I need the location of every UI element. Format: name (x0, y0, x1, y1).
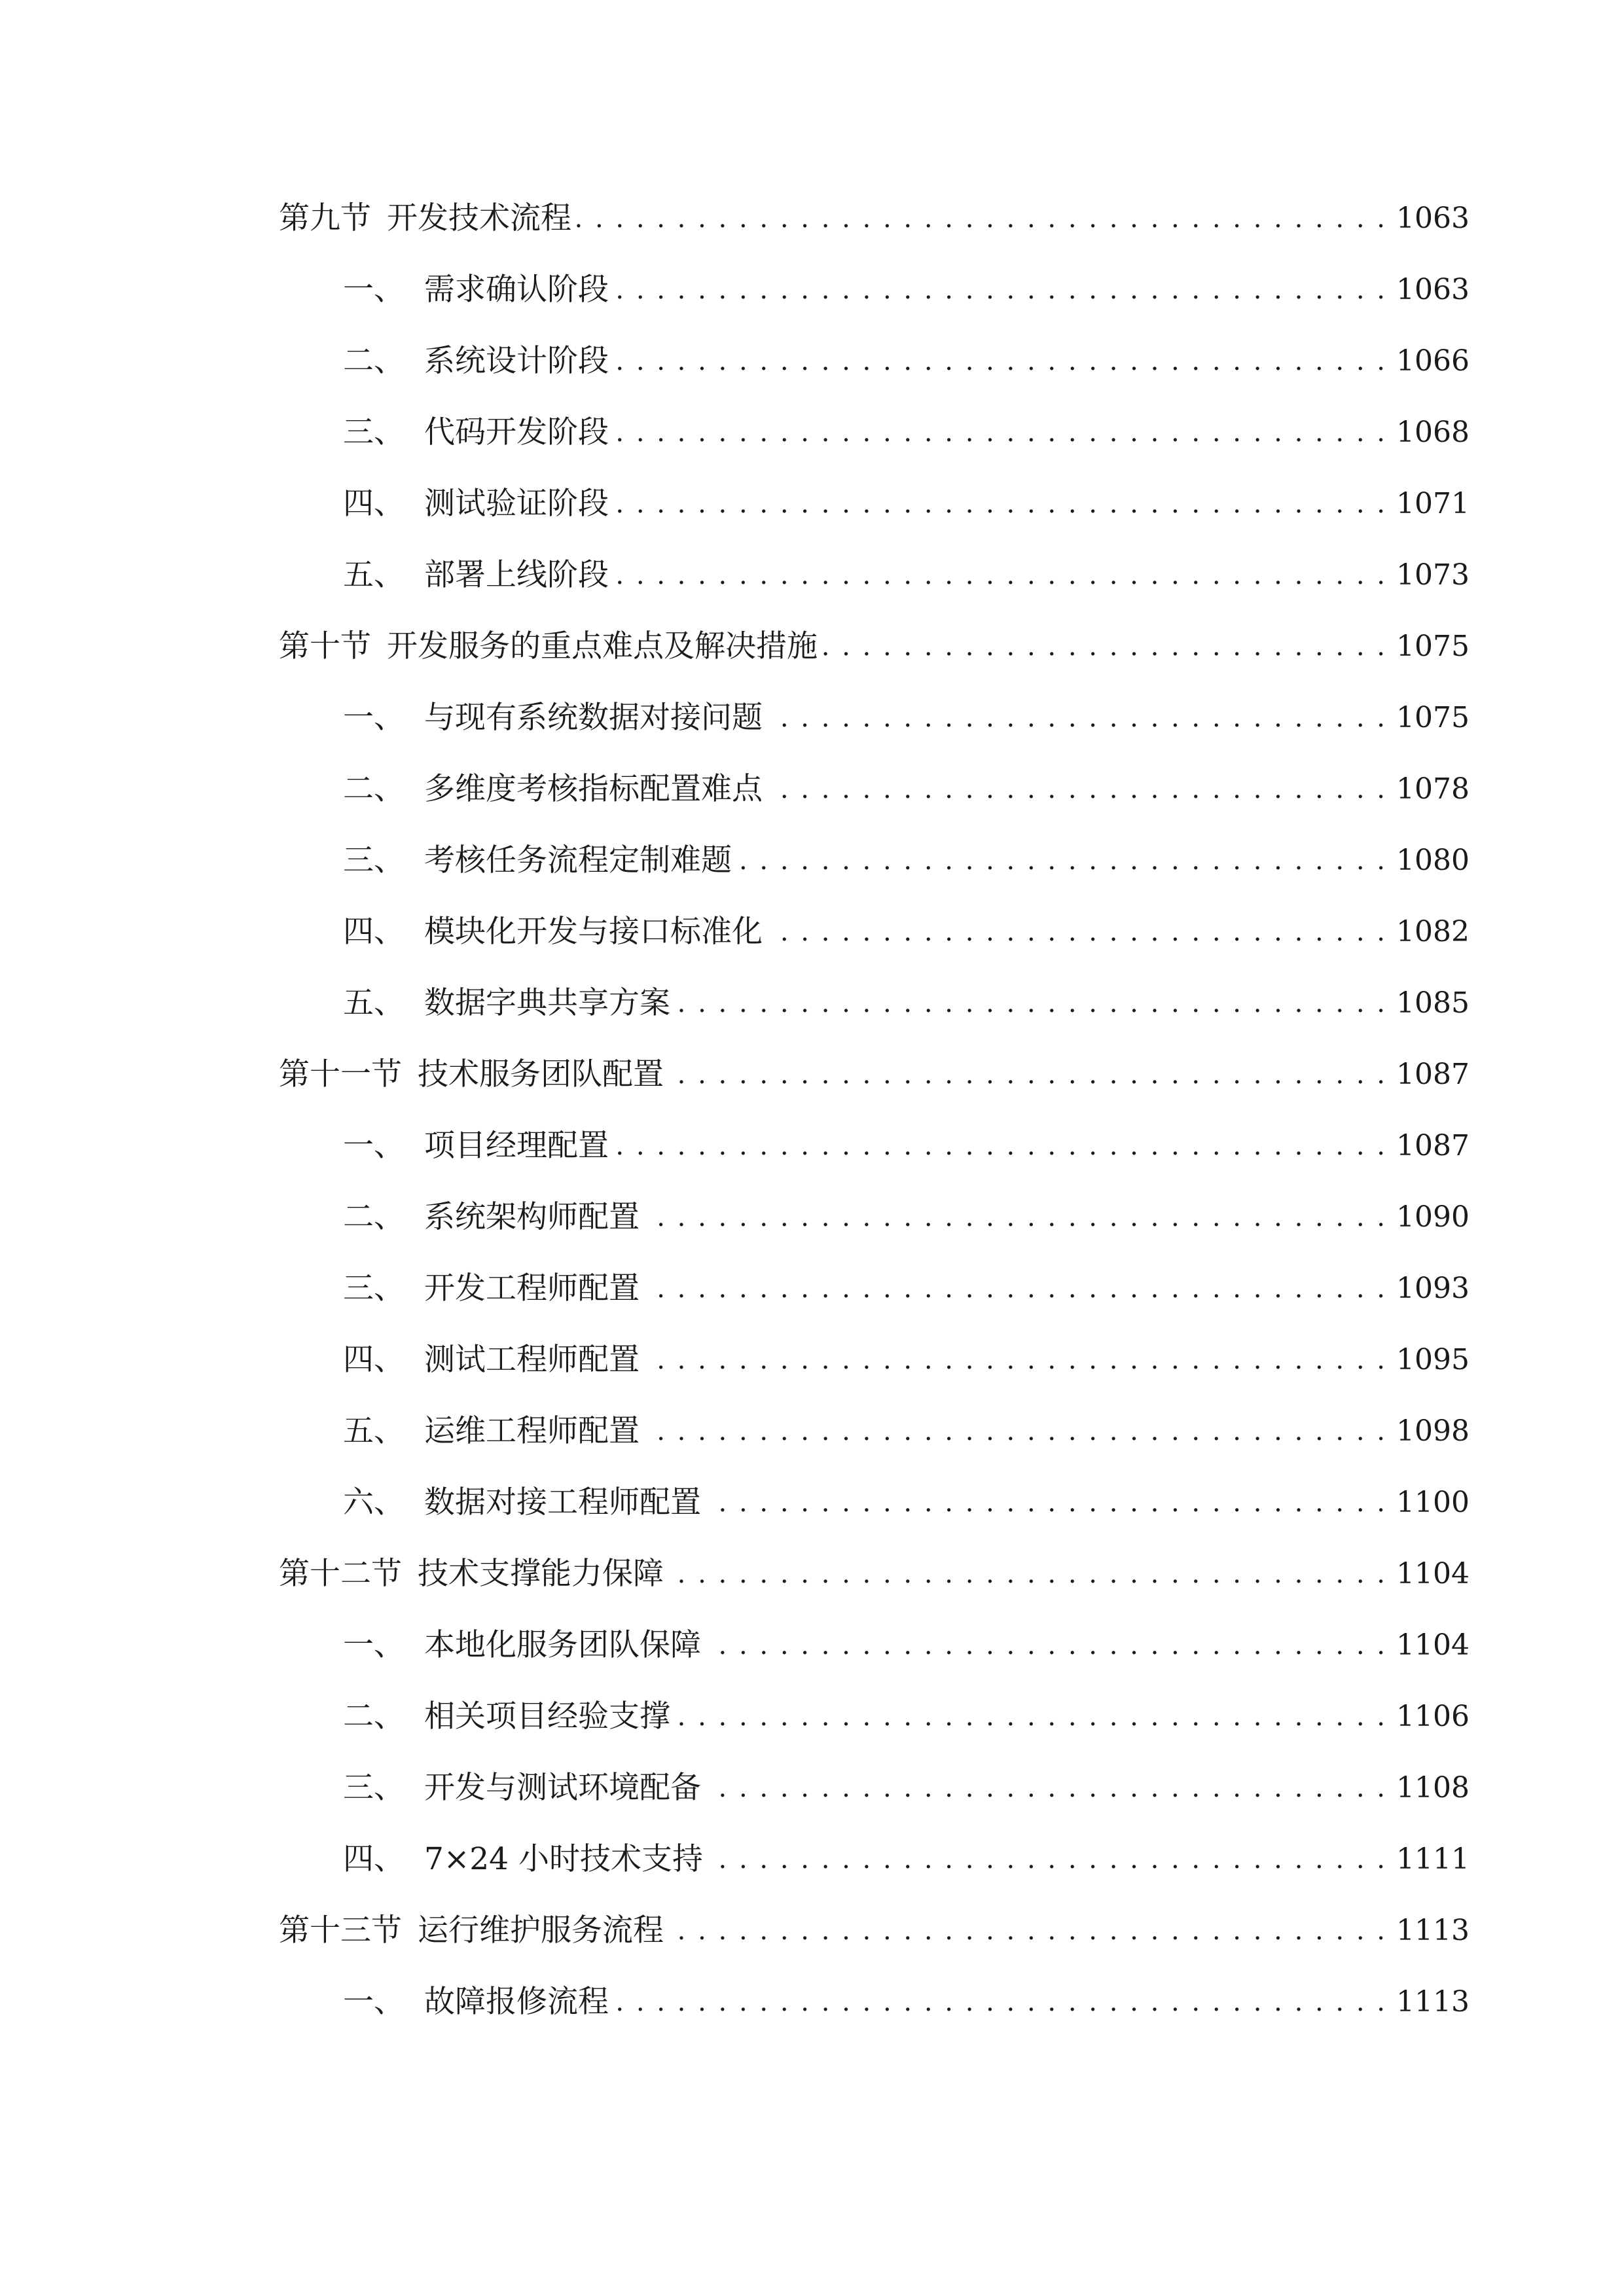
toc-number: 一、 (343, 1128, 405, 1164)
toc-number: 三、 (343, 1770, 405, 1806)
toc-page-number: 1093 (1396, 1272, 1470, 1305)
toc-page-number: 1082 (1396, 915, 1470, 948)
toc-title: 开发与测试环境配备 (424, 1770, 701, 1806)
toc-page-number: 1068 (1396, 416, 1470, 449)
dot-leader (614, 1121, 1387, 1171)
dot-leader (676, 978, 1387, 1028)
toc-section-11[interactable] (279, 1050, 1470, 1100)
toc-page-number: 1106 (1396, 1700, 1470, 1733)
toc-section-10[interactable] (279, 622, 1470, 672)
dot-leader (706, 1478, 1387, 1528)
toc-item[interactable] (343, 978, 1470, 1028)
toc-page-number: 1075 (1396, 701, 1470, 734)
toc-title: 开发技术流程 (387, 200, 571, 236)
toc-title: 模块化开发与接口标准化 (424, 914, 763, 950)
toc-title: 项目经理配置 (424, 1128, 609, 1164)
dot-leader (645, 1335, 1387, 1385)
dot-leader (706, 1621, 1387, 1670)
dot-leader (614, 336, 1387, 386)
dot-leader (577, 194, 1387, 243)
toc-number: 四、 (343, 1342, 405, 1378)
toc-page-number: 1071 (1396, 487, 1470, 520)
toc-title: 多维度考核指标配置难点 (424, 771, 763, 807)
toc-number: 四、 (343, 1841, 405, 1877)
toc-number: 第九节 (279, 200, 371, 236)
toc-title: 部署上线阶段 (424, 557, 609, 593)
toc-item[interactable] (343, 693, 1470, 743)
toc-number: 一、 (343, 1984, 405, 2020)
toc-item[interactable] (343, 550, 1470, 600)
toc-item[interactable] (343, 1835, 1470, 1884)
toc-item[interactable] (343, 1335, 1470, 1385)
toc-item[interactable] (343, 836, 1470, 886)
toc-number: 六、 (343, 1484, 405, 1520)
toc-number: 二、 (343, 343, 405, 379)
toc-page-number: 1063 (1396, 202, 1470, 235)
dot-leader (676, 1692, 1387, 1742)
toc-page-number: 1113 (1396, 1985, 1470, 2018)
toc-number: 五、 (343, 985, 405, 1021)
toc-item[interactable] (343, 1193, 1470, 1242)
toc-number: 一、 (343, 700, 405, 736)
toc-page-number: 1075 (1396, 630, 1470, 663)
dot-leader (645, 1407, 1387, 1456)
toc-page-number: 1066 (1396, 344, 1470, 378)
toc-title: 考核任务流程定制难题 (424, 842, 732, 878)
dot-leader (614, 1977, 1387, 2027)
toc-item[interactable] (343, 265, 1470, 315)
toc-page-number: 1104 (1396, 1557, 1470, 1590)
toc-item[interactable] (343, 1264, 1470, 1314)
toc-title: 测试验证阶段 (424, 486, 609, 522)
dot-leader (768, 693, 1387, 743)
toc-item[interactable] (343, 1692, 1470, 1742)
dot-leader (669, 1050, 1387, 1100)
toc-item[interactable] (343, 764, 1470, 814)
toc-page-number: 1098 (1396, 1414, 1470, 1448)
toc-title: 技术服务团队配置 (418, 1056, 664, 1092)
dot-leader (708, 1835, 1387, 1884)
toc-item[interactable] (343, 1407, 1470, 1456)
dot-leader (768, 764, 1387, 814)
toc-title: 运维工程师配置 (424, 1413, 640, 1449)
toc-title: 开发工程师配置 (424, 1270, 640, 1306)
toc-section-13[interactable] (279, 1906, 1470, 1956)
dot-leader (614, 408, 1387, 457)
toc-item[interactable] (343, 1121, 1470, 1171)
toc-page-number: 1087 (1396, 1129, 1470, 1162)
toc-number: 二、 (343, 1199, 405, 1235)
toc-number: 一、 (343, 1627, 405, 1663)
toc-section-12[interactable] (279, 1549, 1470, 1599)
toc-number: 三、 (343, 842, 405, 878)
toc-title: 测试工程师配置 (424, 1342, 640, 1378)
dot-leader (614, 265, 1387, 315)
toc-title: 数据字典共享方案 (424, 985, 670, 1021)
toc-page-number: 1085 (1396, 986, 1470, 1020)
toc-title: 开发服务的重点难点及解决措施 (387, 628, 818, 664)
toc-item[interactable] (343, 336, 1470, 386)
dot-leader (614, 550, 1387, 600)
dot-leader (645, 1193, 1387, 1242)
toc-section-9[interactable] (279, 194, 1470, 243)
toc-page-number: 1063 (1396, 273, 1470, 306)
toc-number: 第十二节 (279, 1556, 402, 1592)
toc-title: 故障报修流程 (424, 1984, 609, 2020)
toc-page-number: 1113 (1396, 1914, 1470, 1947)
toc-page-number: 1090 (1396, 1200, 1470, 1234)
toc-title: 与现有系统数据对接问题 (424, 700, 763, 736)
toc-title: 系统设计阶段 (424, 343, 609, 379)
toc-page-number: 1073 (1396, 558, 1470, 592)
toc-number: 二、 (343, 771, 405, 807)
toc-title: 数据对接工程师配置 (424, 1484, 701, 1520)
toc-page-number: 1078 (1396, 772, 1470, 806)
toc-item[interactable] (343, 408, 1470, 457)
toc-title: 相关项目经验支撑 (424, 1698, 670, 1734)
toc-title: 系统架构师配置 (424, 1199, 640, 1235)
dot-leader (669, 1906, 1387, 1956)
toc-item[interactable] (343, 907, 1470, 957)
toc-page-number: 1108 (1396, 1771, 1470, 1804)
toc-number: 五、 (343, 1413, 405, 1449)
toc-number: 三、 (343, 1270, 405, 1306)
toc-item[interactable] (343, 1977, 1470, 2027)
toc-title: 代码开发阶段 (424, 414, 609, 450)
dot-leader (768, 907, 1387, 957)
toc-number: 三、 (343, 414, 405, 450)
toc-page-number: 1095 (1396, 1343, 1470, 1376)
toc-title: 技术支撑能力保障 (418, 1556, 664, 1592)
toc-page-number: 1087 (1396, 1058, 1470, 1091)
dot-leader (737, 836, 1387, 886)
toc-title: 本地化服务团队保障 (424, 1627, 701, 1663)
toc-number: 第十一节 (279, 1056, 402, 1092)
toc-title: 需求确认阶段 (424, 272, 609, 308)
toc-number: 一、 (343, 272, 405, 308)
dot-leader (706, 1763, 1387, 1813)
toc-number: 第十三节 (279, 1912, 402, 1948)
dot-leader (669, 1549, 1387, 1599)
toc-title: 运行维护服务流程 (418, 1912, 664, 1948)
toc-item[interactable] (343, 1763, 1470, 1813)
toc-number: 四、 (343, 914, 405, 950)
dot-leader (823, 622, 1387, 672)
toc-number: 五、 (343, 557, 405, 593)
toc-title: 7×24 小时技术支持 (424, 1841, 704, 1877)
toc-page-number: 1080 (1396, 844, 1470, 877)
toc-page-number: 1100 (1396, 1486, 1470, 1519)
toc-number: 四、 (343, 486, 405, 522)
toc-page-number: 1111 (1396, 1842, 1470, 1876)
toc-number: 第十节 (279, 628, 371, 664)
dot-leader (645, 1264, 1387, 1314)
toc-item[interactable] (343, 479, 1470, 529)
toc-item[interactable] (343, 1621, 1470, 1670)
toc-item[interactable] (343, 1478, 1470, 1528)
dot-leader (614, 479, 1387, 529)
toc-page-number: 1104 (1396, 1628, 1470, 1662)
toc-number: 二、 (343, 1698, 405, 1734)
